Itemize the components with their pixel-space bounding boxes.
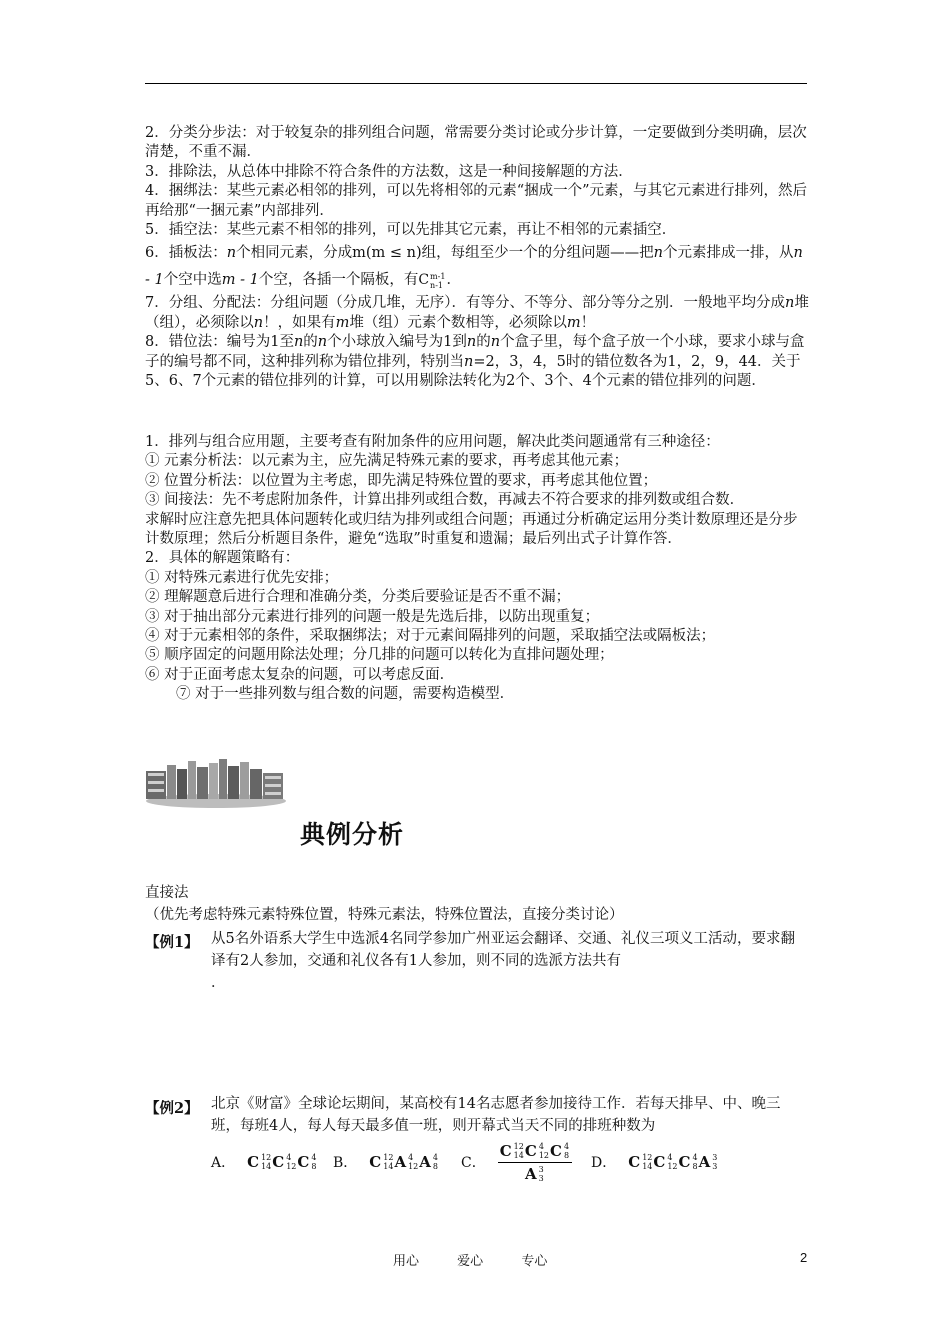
choice-label: A． <box>211 1155 236 1171</box>
example-1-label: 【例1】 <box>145 934 199 951</box>
section-subtitle: 直接法 <box>145 885 189 901</box>
example-1-body <box>211 928 809 994</box>
example-2-text: 北京《财富》全球论坛期间，某高校有14名志愿者参加接待工作．若每天排早、中、晚三班，每班4人，每人每天最多值一班，则开幕式当天不同的排班种数为 <box>211 1096 781 1134</box>
math-term: C 4 8 <box>678 1153 698 1171</box>
footer-word: 专心 <box>521 1254 548 1269</box>
summary-line: ⑦ 对于一些排列数与组合数的问题，需要构造模型． <box>176 686 515 703</box>
math-term: C 12 14 <box>628 1153 653 1171</box>
summary-line: ③ 间接法：先不考虑附加条件，计算出排列或组合数，再减去不符合要求的排列数或组合数． <box>145 492 745 509</box>
example-2-choices <box>211 1138 811 1188</box>
summary-line: 求解时应注意先把具体问题转化或归结为排列或组合问题；再通过分析确定运用分类计数原理还是分步计数原理；然后分析题目条件，避免“选取”时重复和遗漏；最后列出式子计算作答． <box>145 511 798 548</box>
footer-motto <box>393 1250 581 1269</box>
method-8: 8．错位法：编号为1至n的n个小球放入编号为1到n的n个盒子里，每个盒子放一个小球，要求小球与盒子的编号都不同，这种排列称为错位排列，特别当n=2，3，4，5时的错位数各为1，2，9，44．关于5、6、7个元素的错位排列的计算，可以用剔除法转化为2个、3个、4个元素的错位排列的问题． <box>145 334 805 390</box>
math-term: A 4 12 <box>394 1153 419 1171</box>
choice-label: B． <box>333 1155 358 1171</box>
math-term: C 4 12 <box>653 1153 678 1171</box>
summary-line: 2．具体的解题策略有： <box>145 550 300 567</box>
summary-line: ② 理解题意后进行合理和准确分类，分类后要验证是否不重不漏； <box>145 589 571 606</box>
footer-word: 用心 <box>393 1254 420 1269</box>
math-term: C 4 12 <box>272 1153 297 1171</box>
section-hint: （优先考虑特殊元素特殊位置，特殊元素法，特殊位置法，直接分类讨论） <box>145 907 624 924</box>
math-term: C 12 14 <box>499 1141 524 1160</box>
example-2-body <box>211 1093 809 1137</box>
method-5: 5．插空法：某些元素不相邻的排列，可以先排其它元素，再让不相邻的元素插空． <box>145 222 677 239</box>
section-title: 典例分析 <box>300 820 405 849</box>
method-3: 3．排除法，从总体中排除不符合条件的方法数，这是一种间接解题的方法． <box>145 163 633 180</box>
summary-line: ② 位置分析法：以位置为主考虑，即先满足特殊位置的要求，再考虑其他位置； <box>145 472 658 489</box>
summary-line: ⑤ 顺序固定的问题用除法处理；分几排的问题可以转化为直排问题处理； <box>145 647 614 664</box>
example-2-label: 【例2】 <box>145 1100 199 1117</box>
method-6: 6．插板法：n个相同元素，分成m(m ≤ n)组，每组至少一个的分组问题——把n个元素排成一排，从n - 1个空中选m - 1个空，各插一个隔板，有 C m-1 n-1 ． <box>145 240 810 294</box>
choice-b[interactable] <box>333 1138 439 1186</box>
summary-line: ① 元素分析法：以元素为主，应先满足特殊元素的要求，再考虑其他元素； <box>145 453 629 470</box>
choice-a[interactable] <box>211 1138 317 1186</box>
summary-line: ⑥ 对于正面考虑太复杂的问题，可以考虑反面． <box>145 666 455 683</box>
math-term: A 3 3 <box>698 1153 718 1171</box>
math-term: C 4 8 <box>550 1141 570 1160</box>
choice-c[interactable] <box>461 1138 572 1186</box>
math-term: C 12 14 <box>247 1153 272 1171</box>
summary-line: ③ 对于抽出部分元素进行排列的问题一般是先选后排，以防出现重复； <box>145 608 600 625</box>
footer-word: 爱心 <box>457 1254 484 1269</box>
math-term: C 4 12 <box>524 1141 549 1160</box>
choice-label: C． <box>461 1155 486 1171</box>
choice-label: D． <box>591 1155 617 1171</box>
page-number: 2 <box>800 1250 808 1265</box>
method-4: 4．捆绑法：某些元素必相邻的排列，可以先将相邻的元素“捆成一个”元素，与其它元素进行排列，然后再给那“一捆元素”内部排列． <box>145 183 808 219</box>
example-1-blank: ． <box>211 975 226 991</box>
combination-symbol: C m-1 n-1 <box>418 271 446 290</box>
method-heading <box>145 884 810 926</box>
fraction <box>498 1142 572 1183</box>
methods-list <box>145 124 810 391</box>
strategy-summary <box>145 433 810 705</box>
summary-line: 1．排列与组合应用题，主要考查有附加条件的应用问题，解决此类问题通常有三种途径： <box>145 434 720 450</box>
math-term: C 12 14 <box>369 1153 394 1171</box>
summary-line: ① 对特殊元素进行优先安排； <box>145 569 339 586</box>
math-term: A 3 3 <box>525 1164 544 1183</box>
header-rule <box>145 83 807 84</box>
method-7: 7．分组、分配法：分组问题（分成几堆，无序）．有等分、不等分、部分等分之别．一般地平均分成n堆（组），必须除以n！，如果有m堆（组）元素个数相等，必须除以m！ <box>145 295 809 331</box>
example-1-text: 从5名外语系大学生中选派4名同学参加广州亚运会翻译、交通、礼仪三项义工活动，要求翻译有2人参加，交通和礼仪各有1人参加，则不同的选派方法共有 <box>211 931 795 969</box>
math-term: C 4 8 <box>297 1153 317 1171</box>
method-2: 2．分类分步法：对于较复杂的排列组合问题，常需要分类讨论或分步计算，一定要做到分类明确，层次清楚，不重不漏． <box>145 125 807 161</box>
choice-d[interactable] <box>591 1138 718 1186</box>
books-illustration <box>144 757 286 809</box>
math-term: A 4 8 <box>419 1153 438 1171</box>
summary-line: ④ 对于元素相邻的条件，采取捆绑法；对于元素间隔排列的问题，采取插空法或隔板法； <box>145 628 716 645</box>
